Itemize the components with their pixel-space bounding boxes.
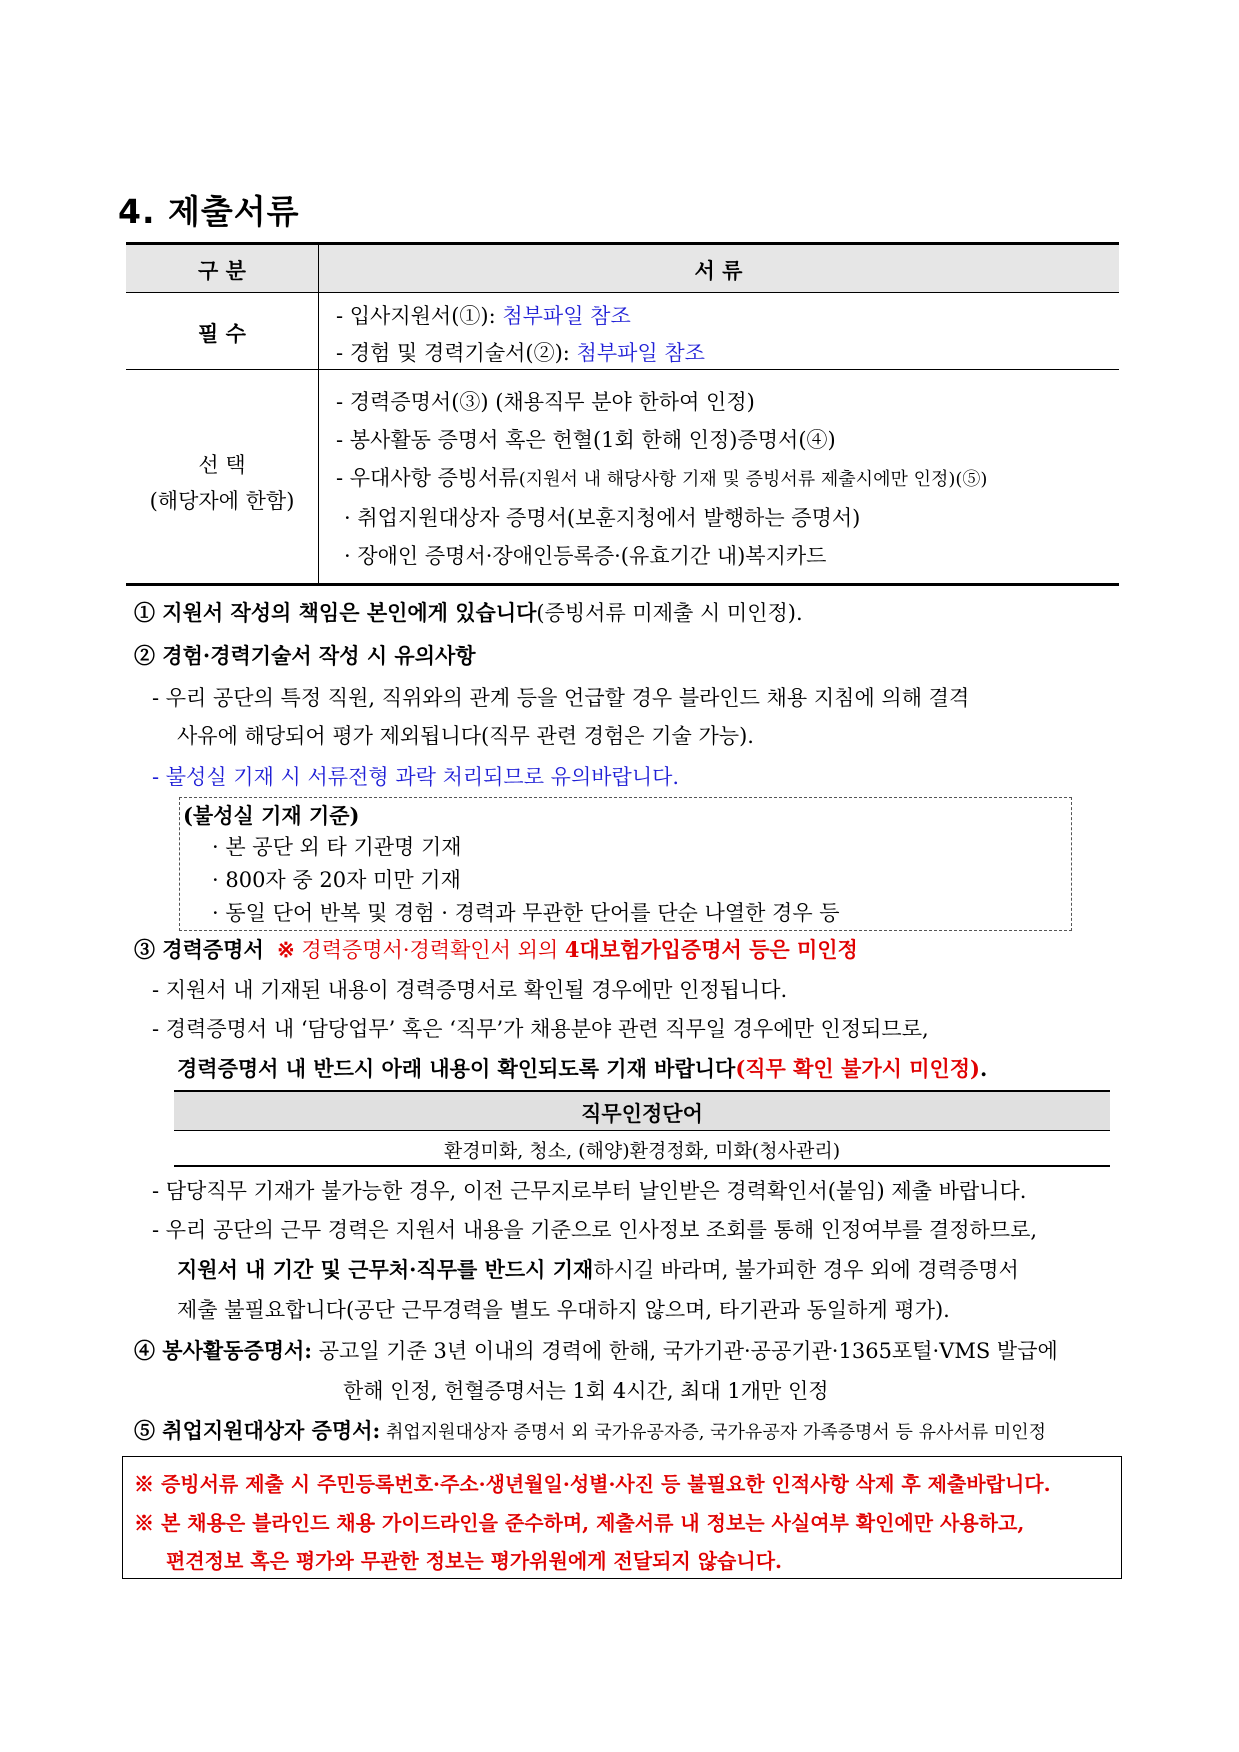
optional-label: 선 택 — [198, 453, 246, 477]
note-4: ④ 봉사활동증명서: 공고일 기준 3년 이내의 경력에 한해, 국가기관·공공기관·1365포털·VMS 발급에 — [134, 1338, 1058, 1363]
required-item-2: - 경험 및 경력기술서(②): 첨부파일 참조 — [336, 341, 705, 365]
note-4-continued: 한해 인정, 헌혈증명서는 1회 4시간, 최대 1개만 인정 — [343, 1379, 829, 1403]
col1-header: 구 분 — [198, 259, 246, 283]
note-3-line-7: 제출 불필요합니다(공단 근무경력을 별도 우대하지 않으며, 타기관과 동일하게 평가). — [177, 1298, 950, 1322]
note-3-line-3: 경력증명서 내 반드시 아래 내용이 확인되도록 기재 바랍니다(직무 확인 불가시 미인정). — [177, 1056, 988, 1081]
col2-header: 서 류 — [694, 259, 743, 283]
note-3-line-2: - 경력증명서 내 ‘담당업무’ 혹은 ‘직무’가 채용분야 관련 직무일 경우에만 인정되므로, — [152, 1017, 929, 1041]
note-5: ⑤ 취업지원대상자 증명서: 취업지원대상자 증명서 외 국가유공자증, 국가유공자 가족증명서 등 유사서류 미인정 — [134, 1418, 1047, 1443]
note-2-warning: - 불성실 기재 시 서류전형 과락 처리되므로 유의바랍니다. — [152, 765, 680, 789]
header-divider — [126, 292, 1119, 293]
job-table-header: 직무인정단어 — [581, 1102, 703, 1126]
criteria-item: · 동일 단어 반복 및 경험 · 경력과 무관한 단어를 단순 나열한 경우 등 — [212, 901, 840, 925]
job-keyword-table — [174, 1090, 1110, 1167]
column-divider — [318, 242, 319, 586]
optional-sublabel: (해당자에 한함) — [149, 489, 295, 513]
criteria-title: (불성실 기재 기준) — [183, 803, 360, 828]
job-table-value: 환경미화, 청소, (해양)환경정화, 미화(청사관리) — [443, 1140, 841, 1162]
optional-item-1: - 경력증명서(③) (채용직무 분야 한하여 인정) — [336, 390, 755, 414]
attachment-link[interactable]: 첨부파일 참조 — [502, 304, 631, 328]
optional-item-2: - 봉사활동 증명서 혹은 헌혈(1회 한해 인정)증명서(④) — [336, 428, 836, 452]
note-2-line-2: 사유에 해당되어 평가 제외됩니다(직무 관련 경험은 기술 가능). — [177, 724, 754, 748]
note-3-heading: ③ 경력증명서 ※ 경력증명서·경력확인서 외의 4대보험가입증명서 등은 미인정 — [134, 937, 858, 962]
section-title: 4. 제출서류 — [118, 192, 300, 231]
criteria-item: · 본 공단 외 타 기관명 기재 — [212, 835, 462, 859]
note-3-line-5: - 우리 공단의 근무 경력은 지원서 내용을 기준으로 인사정보 조회를 통해 인정여부를 결정하므로, — [152, 1218, 1038, 1242]
optional-item-3: - 우대사항 증빙서류(지원서 내 해당사항 기재 및 증빙서류 제출시에만 인정)(⑤) — [336, 466, 988, 490]
table-top-border — [126, 242, 1119, 245]
documents-table — [126, 242, 1119, 586]
job-table-bottom-border — [174, 1165, 1110, 1167]
optional-bullet-2: · 장애인 증명서·장애인등록증·(유효기간 내)복지카드 — [344, 544, 827, 568]
note-2-line-1: - 우리 공단의 특정 직원, 직위와의 관계 등을 언급할 경우 블라인드 채용 지침에 의해 결격 — [152, 686, 970, 710]
note-3-line-6: 지원서 내 기간 및 근무처·직무를 반드시 기재하시길 바라며, 불가피한 경우 외에 경력증명서 — [177, 1257, 1019, 1282]
job-table-divider — [174, 1130, 1110, 1131]
optional-bullet-1: · 취업지원대상자 증명서(보훈지청에서 발행하는 증명서) — [344, 506, 861, 530]
row-divider — [126, 369, 1119, 370]
attachment-link[interactable]: 첨부파일 참조 — [576, 341, 705, 365]
note-2-heading: ② 경험·경력기술서 작성 시 유의사항 — [134, 643, 476, 668]
note-1: ① 지원서 작성의 책임은 본인에게 있습니다(증빙서류 미제출 시 미인정). — [134, 600, 803, 625]
required-item-1: - 입사지원서(①): 첨부파일 참조 — [336, 304, 631, 328]
warning-line-1: ※ 증빙서류 제출 시 주민등록번호·주소·생년월일·성별·사진 등 불필요한 인적사항 삭제 후 제출바랍니다. — [134, 1472, 1051, 1496]
job-table-top-border — [174, 1090, 1110, 1092]
warning-line-3: 편견정보 혹은 평가와 무관한 정보는 평가위원에게 전달되지 않습니다. — [166, 1549, 782, 1573]
note-3-line-1: - 지원서 내 기재된 내용이 경력증명서로 확인될 경우에만 인정됩니다. — [152, 978, 788, 1002]
table-bottom-border — [126, 583, 1119, 586]
criteria-item: · 800자 중 20자 미만 기재 — [212, 868, 461, 892]
warning-line-2: ※ 본 채용은 블라인드 채용 가이드라인을 준수하며, 제출서류 내 정보는 사실여부 확인에만 사용하고, — [134, 1511, 1025, 1535]
required-label: 필 수 — [198, 322, 246, 346]
note-3-line-4: - 담당직무 기재가 불가능한 경우, 이전 근무지로부터 날인받은 경력확인서(붙임) 제출 바랍니다. — [152, 1179, 1027, 1203]
